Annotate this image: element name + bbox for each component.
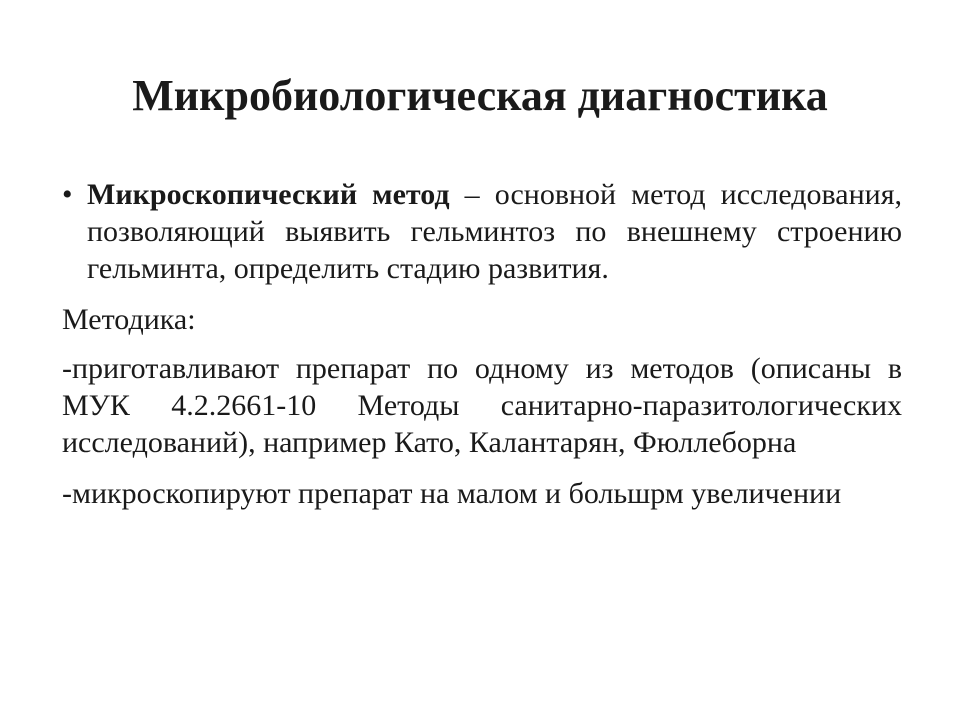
bullet-term: Микроскопический метод [87,178,450,211]
method-heading: Методика: [62,303,196,336]
step-2: -микроскопируют препарат на малом и большрм увеличении [62,477,842,510]
bullet-item [62,176,902,287]
bullet-icon: • [62,178,73,211]
slide-body [62,176,902,526]
bullet-text [87,176,902,287]
slide-title: Микробиологическая диагностика [132,71,828,120]
bullet-description: – основной метод исследования, позволяющий выявить гельминтоз по внешнему строению гельминта, определить стадию развития. [87,178,902,285]
step-1: -приготавливают препарат по одному из методов (описаны в МУК 4.2.2661-10 Методы санитарно-паразитологических исследований), например Като, Калантарян, Фюллеборна [62,352,902,459]
